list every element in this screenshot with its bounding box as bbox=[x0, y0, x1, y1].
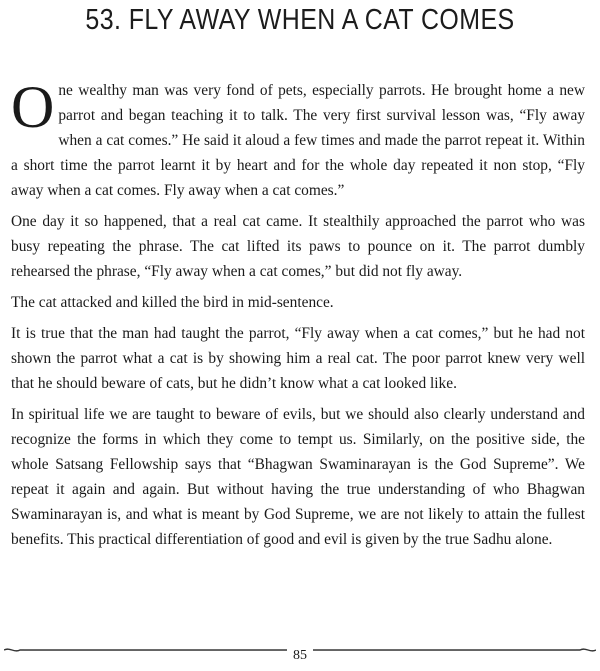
paragraph-2: One day it so happened, that a real cat came. It stealthily approached the parrot who was busy repeating the phrase. The cat lifted its paws to pounce on it. The parrot dumbly rehearsed the phrase, “Fly away when a cat comes,” but did not fly away. bbox=[11, 213, 585, 280]
page-number bbox=[0, 648, 600, 664]
chapter-title: 53. FLY AWAY WHEN A CAT COMES bbox=[85, 4, 515, 36]
paragraph-1-text: ne wealthy man was very fond of pets, especially parrots. He brought home a new parrot and began teaching it to talk. The very first survival lesson was, “Fly away when a cat comes.” He said it aloud a few times and made the parrot repeat it. Within a short time the parrot learnt it by heart and for the whole day repeated it non stop, “Fly away when a cat comes. Fly away when a cat comes.” bbox=[11, 82, 585, 199]
paragraph-1 bbox=[11, 74, 585, 203]
paragraph-5: In spiritual life we are taught to beware of evils, but we should also clearly understand and recognize the forms in which they come to tempt us. Similarly, on the positive side, the whole Satsang Fellowship says that “Bhagwan Swaminarayan is the God Supreme”. We repeat it again and again. But without having the true understanding of who Bhagwan Swaminarayan is, and what is meant by God Supreme, we are not likely to attain the fullest benefits. This practical differentiation of good and evil is given by the true Sadhu alone. bbox=[11, 406, 585, 548]
page-number-text: 85 bbox=[287, 648, 313, 663]
paragraph-3: The cat attacked and killed the bird in mid-sentence. bbox=[11, 294, 334, 311]
chapter-body bbox=[11, 74, 585, 558]
drop-cap-letter: O bbox=[11, 74, 55, 140]
paragraph-4: It is true that the man had taught the parrot, “Fly away when a cat comes,” but he had not shown the parrot what a cat is by showing him a real cat. The poor parrot knew very well that he should beware of cats, but he didn’t know what a cat looked like. bbox=[11, 325, 585, 392]
